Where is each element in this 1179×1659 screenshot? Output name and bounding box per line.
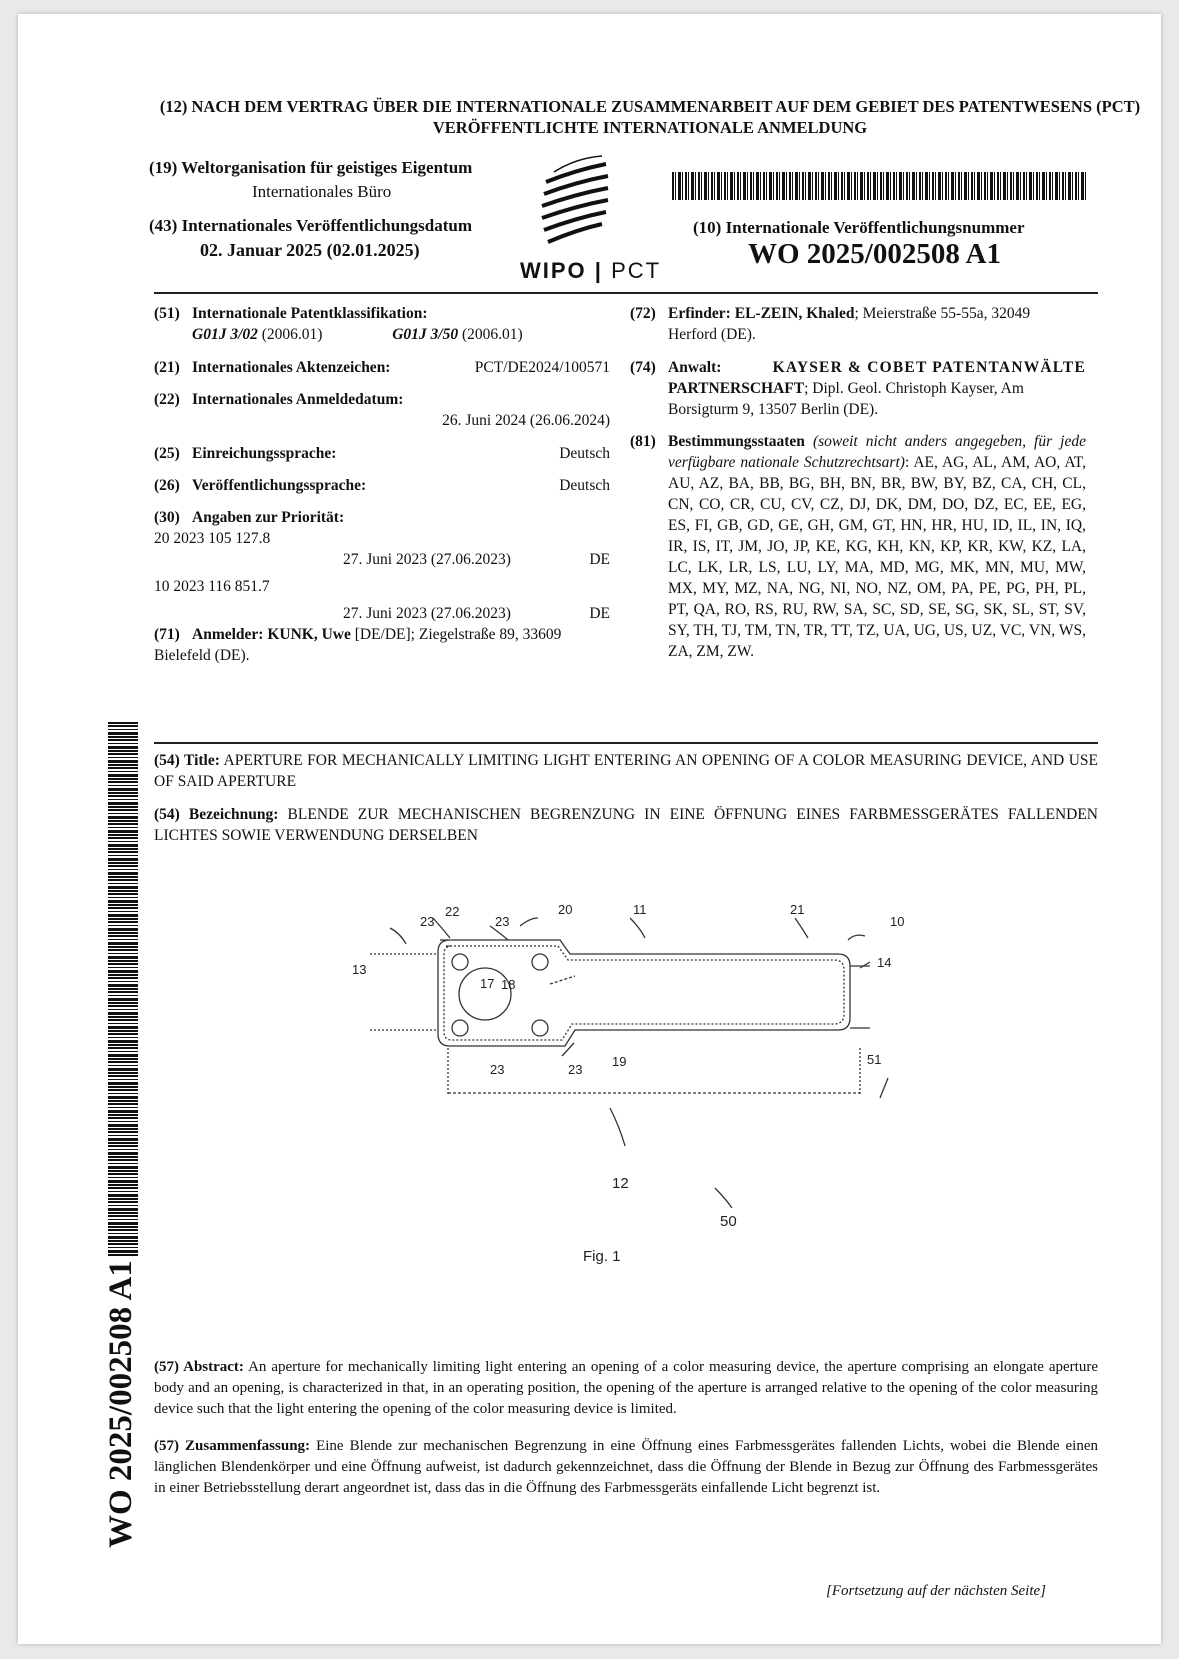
ref-23c: 23	[490, 1062, 505, 1077]
header-rule	[154, 292, 1098, 294]
abstract-german: (57) Zusammenfassung: Eine Blende zur mechanischen Begrenzung in eine Öffnung eines Farbmessgerätes fallenden Lichts, wobei die Blende einen länglichen Blendenkörper und eine Öffnung aufweist, ist dadurch gekennzeichnet, dass die Öffnung der Blende in Bezug zur Öffnung des Farbmessgerätes in einer Betriebsstellung derart angeordnet ist, dass das in die Öffnung des Farbmessgeräts einfallende Licht begrenzt ist.	[154, 1438, 1099, 1496]
header-barcode	[672, 172, 1088, 200]
wipo-logo	[536, 152, 616, 252]
title-rule	[154, 742, 1098, 744]
pubdate: 02. Januar 2025 (02.01.2025)	[200, 240, 420, 260]
pubnum-label: (10) Internationale Veröffentlichungsnummer	[693, 218, 1025, 237]
figure-1-drawing	[340, 888, 940, 1268]
ref-14: 14	[877, 955, 892, 970]
field-26: (26) Veröffentlichungssprache: Deutsch	[154, 477, 610, 494]
treaty-heading: (12) NACH DEM VERTRAG ÜBER DIE INTERNATIONALE ZUSAMMENARBEIT AUF DEM GEBIET DES PATENTWESENS (PCT) VERÖFFENTLICHTE INTERNATIONALE ANMELDUNG	[159, 97, 1141, 137]
ref-13: 13	[352, 962, 367, 977]
ref-51: 51	[867, 1052, 882, 1067]
title-section	[154, 750, 1098, 846]
ref-11: 11	[633, 902, 647, 917]
side-barcode	[108, 722, 138, 1257]
priority-2-number: 10 2023 116 851.7	[154, 578, 270, 595]
ref-23b: 23	[495, 914, 510, 929]
field-72: (72) Erfinder: EL-ZEIN, Khaled; Meierstraße 55-55a, 32049 Herford (DE).	[630, 305, 1031, 343]
title-english: (54) Title: APERTURE FOR MECHANICALLY LIMITING LIGHT ENTERING AN OPENING OF A COLOR MEASURING DEVICE, AND USE OF SAID APERTURE	[154, 752, 1098, 790]
designated-states: Bestimmungsstaaten (soweit nicht anders angegeben, für jede verfügbare nationale Schutzrechtsart): AE, AG, AL, AM, AO, AT, AU, AZ, BA, BB, BG, BH, BN, BR, BW, BY, BZ, CA, CH, CL, CN, CO, CR, CU, CV, CZ, DJ, DK, DM, DO, DZ, EC, EE, EG, ES, FI, GB, GD, GE, GH, GM, GT, HN, HR, HU, ID, IL, IN, IQ, IR, IS, IT, JM, JO, JP, KE, KG, KH, KN, KP, KR, KW, KZ, LA, LC, LK, LR, LS, LU, LY, MA, MD, MG, MK, MN, MU, MW, MX, MY, MZ, NA, NG, NI, NO, NZ, OM, PA, PE, PG, PH, PL, PT, QA, RO, RS, RU, RW, SA, SC, SD, SE, SG, SK, SL, ST, SV, SY, TH, TJ, TM, TN, TR, TT, TZ, UA, UG, US, UZ, VC, VN, WS, ZA, ZM, ZW.	[668, 433, 1086, 660]
organization-name: (19) Weltorganisation für geistiges Eigentum	[149, 158, 473, 177]
priority-1-number: 20 2023 105 127.8	[154, 530, 271, 547]
field-74: (74) Anwalt: KAYSER & COBET PATENTANWÄLTE PARTNERSCHAFT; Dipl. Geol. Christoph Kayser, Am Borsigturm 9, 13507 Berlin (DE).	[630, 359, 1086, 418]
office-name: Internationales Büro	[252, 182, 392, 201]
wipo-pct-wordmark: WIPO | PCT	[520, 258, 662, 283]
ref-23d: 23	[568, 1062, 583, 1077]
field-30: (30) Angaben zur Priorität: 20 2023 105 127.8 27. Juni 2023 (27.06.2023) DE 10 2023 116 851.7 27. Juni 2023 (27.06.2023) DE	[154, 509, 610, 622]
field-22: (22) Internationales Anmeldedatum: 26. Juni 2024 (26.06.2024)	[154, 391, 610, 429]
ref-21: 21	[790, 902, 805, 917]
abstract-english: (57) Abstract: An aperture for mechanically limiting light entering an opening of a color measuring device, the aperture comprising an elongate aperture body and an opening, is characterized in that, in an operating position, the opening of the aperture is arranged relative to the opening of the color measuring device such that the light entering the opening of the color measuring device is limited.	[154, 1359, 1098, 1417]
publication-number: WO 2025/002508 A1	[748, 238, 1001, 270]
field-71: (71) Anmelder: KUNK, Uwe [DE/DE]; Ziegelstraße 89, 33609 Bielefeld (DE).	[154, 626, 562, 664]
ref-23a: 23	[420, 914, 435, 929]
ref-10: 10	[890, 914, 905, 929]
ref-18: 18	[501, 977, 516, 992]
ref-12: 12	[612, 1175, 629, 1192]
pubdate-label: (43) Internationales Veröffentlichungsdatum	[149, 216, 473, 235]
ref-19: 19	[612, 1054, 627, 1069]
side-publication-number: WO 2025/002508 A1	[103, 1260, 139, 1548]
field-51: (51) Internationale Patentklassifikation: G01J 3/02 (2006.01) G01J 3/50 (2006.01)	[154, 305, 523, 343]
ref-17: 17	[480, 976, 495, 991]
ref-20: 20	[558, 902, 573, 917]
field-81-label: (81)	[630, 433, 656, 450]
title-german: (54) Bezeichnung: BLENDE ZUR MECHANISCHEN BEGRENZUNG IN EINE ÖFFNUNG EINES FARBMESSGERÄTES FALLENDEN LICHTES SOWIE VERWENDUNG DERSELBEN	[154, 806, 1098, 844]
ref-22: 22	[445, 904, 460, 919]
field-21: (21) Internationales Aktenzeichen: PCT/DE2024/100571	[154, 359, 610, 376]
field-25: (25) Einreichungssprache: Deutsch	[154, 445, 610, 462]
figure-caption: Fig. 1	[583, 1248, 621, 1265]
continuation-note: [Fortsetzung auf der nächsten Seite]	[826, 1583, 1046, 1599]
ref-50: 50	[720, 1213, 737, 1230]
